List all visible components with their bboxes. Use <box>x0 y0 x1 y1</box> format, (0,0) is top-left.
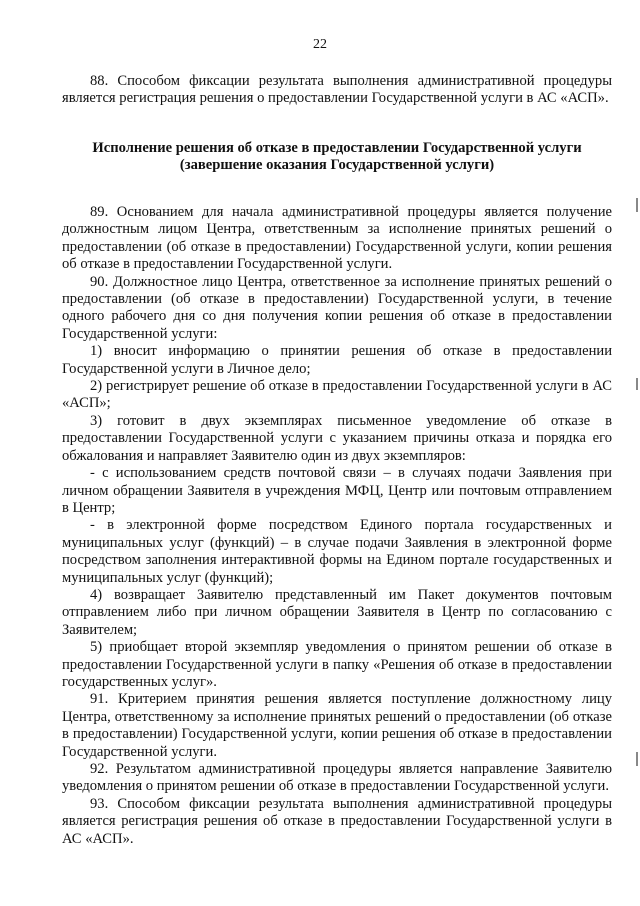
list-item-1: 1) вносит информацию о принятии решения об отказе в предоставлении Государственной услуги в Личное дело; <box>62 343 612 377</box>
list-item-3: 3) готовит в двух экземплярах письменное уведомление об отказе в предоставлении Государственной услуги с указанием причины отказа и порядка его обжалования и направляет Заявителю один из двух экземпляров: <box>62 412 612 464</box>
list-item-4: 4) возвращает Заявителю представленный им Пакет документов почтовым отправлением либо при личном обращении Заявителя в Центр по согласованию с Заявителем; <box>62 586 612 638</box>
paragraph-91: 91. Критерием принятия решения является поступление должностному лицу Центра, ответственному за исполнение принятых решений о предоставлении (об отказе в предоставлении) Государственной услуги, копии решения об отказе в предоставлении Государственной услуги. <box>62 691 612 760</box>
margin-mark <box>636 752 638 766</box>
paragraph-88: 88. Способом фиксации результата выполнения административной процедуры является регистрация решения о предоставлении Государственной услуги в АС «АСП». <box>62 73 612 107</box>
margin-mark <box>636 378 638 390</box>
list-item-2: 2) регистрирует решение об отказе в предоставлении Государственной услуги в АС «АСП»; <box>62 378 612 412</box>
section-heading <box>62 140 612 175</box>
paragraph-90: 90. Должностное лицо Центра, ответственное за исполнение принятых решений о предоставлении (об отказе в предоставлении) Государственной услуги, в течение одного рабочего дня со дня получения копии решения об отказе в предоставлении Государственной услуги: <box>62 273 612 342</box>
list-item-5: 5) приобщает второй экземпляр уведомления о принятом решении об отказе в предоставлении Государственной услуги в папку «Решения об отказе в предоставлении государственных услуг». <box>62 639 612 690</box>
sub-item-postal: - с использованием средств почтовой связи – в случаях подачи Заявления при личном обращении Заявителя в учреждения МФЦ, Центр или почтовым отправлением в Центр; <box>62 465 612 516</box>
paragraph-93: 93. Способом фиксации результата выполнения административной процедуры является регистрация решения об отказе в предоставлении Государственной услуги в АС «АСП». <box>62 795 612 847</box>
paragraph-89: 89. Основанием для начала административной процедуры является получение должностным лицом Центра, ответственным за исполнение принятых решений о предоставлении (об отказе в предоставлении) Государственной услуги, копии решения об отказе в предоставлении Государственной услуги. <box>62 204 612 273</box>
page-number: 22 <box>313 37 327 52</box>
margin-mark <box>636 198 638 212</box>
section-heading-line-2: (завершение оказания Государственной услуги) <box>179 157 495 174</box>
section-heading-line-1: Исполнение решения об отказе в предоставлении Государственной услуги <box>92 139 582 156</box>
paragraph-92: 92. Результатом административной процедуры является направление Заявителю уведомления о принятом решении об отказе в предоставлении Государственной услуги. <box>62 761 612 795</box>
sub-item-electronic: - в электронной форме посредством Единого портала государственных и муниципальных услуг (функций) – в случае подачи Заявления в электронной форме посредством заполнения интерактивной формы на Едином портале государственных и муниципальных услуг (функций); <box>62 517 612 586</box>
document-body <box>62 73 612 848</box>
